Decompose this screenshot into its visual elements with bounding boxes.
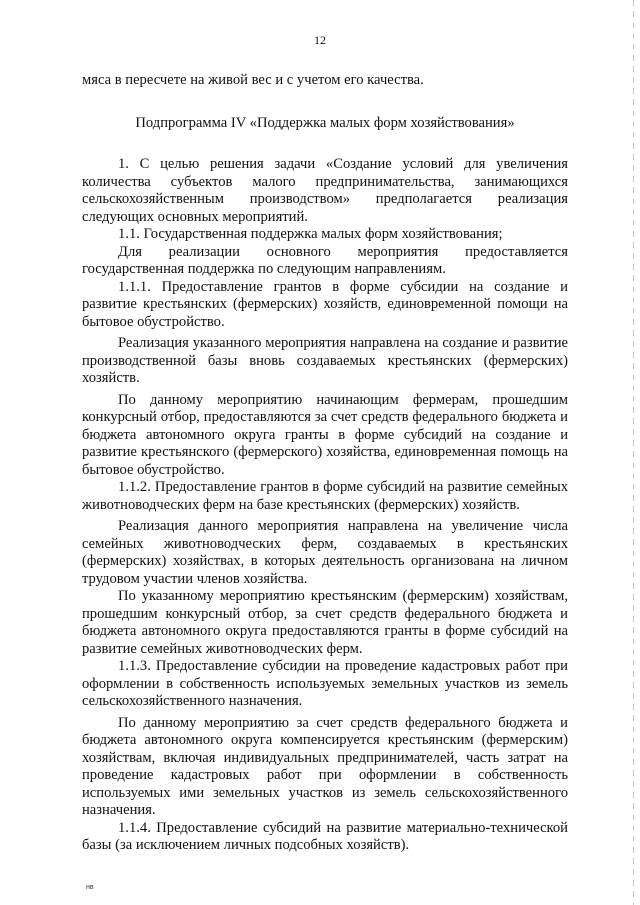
paragraph-beginning-farmers: По данному мероприятию начинающим фермерам, прошедшим конкурсный отбор, предоставляются за счет средств федерального бюджета и бюджета автономного округа гранты в форме субсидий на создание и развитие крестьянского (фермерского) хозяйства, единовременная помощь на бытовое обустройство. <box>82 391 568 478</box>
paragraph-implementation-2: Реализация данного мероприятия направлена на увеличение числа семейных животноводческих ферм, создаваемых в крестьянских (фермерских) хозяйствах, в которых деятельность организована на личном трудовом участии членов хозяйства. <box>82 518 568 587</box>
scan-edge-line <box>633 0 634 905</box>
paragraph-family-farms: По указанному мероприятию крестьянским (фермерским) хозяйствам, прошедшим конкурсный отбор, за счет средств федерального бюджета и бюджета автономного округа предоставляются гранты в форме субсидий на развитие семейных животноводческих ферм. <box>82 588 568 657</box>
paragraph-1-1-2: 1.1.2. Предоставление грантов в форме субсидий на развитие семейных животноводческих ферм на базе крестьянских (фермерских) хозяйств. <box>82 479 568 513</box>
footer-mark: нв <box>86 884 94 891</box>
document-body <box>82 72 568 855</box>
paragraph-1-1: 1.1. Государственная поддержка малых форм хозяйствования; <box>118 226 503 242</box>
paragraph-1-1-4: 1.1.4. Предоставление субсидий на развитие материально-технической базы (за исключением личных подсобных хозяйств). <box>82 819 568 853</box>
intro-line: мяса в пересчете на живой вес и с учетом его качества. <box>82 72 424 88</box>
paragraph-support: Для реализации основного мероприятия предоставляется государственная поддержка по следующим направлениям. <box>82 243 568 277</box>
page-number: 12 <box>314 33 326 47</box>
paragraph-implementation-1: Реализация указанного мероприятия направлена на создание и развитие производственной базы вновь создаваемых крестьянских (фермерских) хозяйств. <box>82 335 568 386</box>
paragraph-cadastral: По данному мероприятию за счет средств федерального бюджета и бюджета автономного округа компенсируется крестьянским (фермерским) хозяйствам, включая индивидуальных предпринимателей, часть затрат на проведение кадастровых работ при оформлении в собственность используемых ими земельных участков из земель сельскохозяйственного назначения. <box>82 714 568 818</box>
paragraph-goal: 1. С целью решения задачи «Создание условий для увеличения количества субъектов малого предпринимательства, занимающихся сельскохозяйственным производством» предполагается реализация следующих основных мероприятий. <box>82 156 568 225</box>
paragraph-1-1-3: 1.1.3. Предоставление субсидии на проведение кадастровых работ при оформлении в собственность используемых земельных участков из земель сельскохозяйственного назначения. <box>82 658 568 709</box>
paragraph-1-1-1: 1.1.1. Предоставление грантов в форме субсидии на создание и развитие крестьянских (фермерских) хозяйств, единовременной помощи на бытовое обустройство. <box>82 278 568 330</box>
section-heading: Подпрограмма IV «Поддержка малых форм хозяйствования» <box>135 114 515 131</box>
